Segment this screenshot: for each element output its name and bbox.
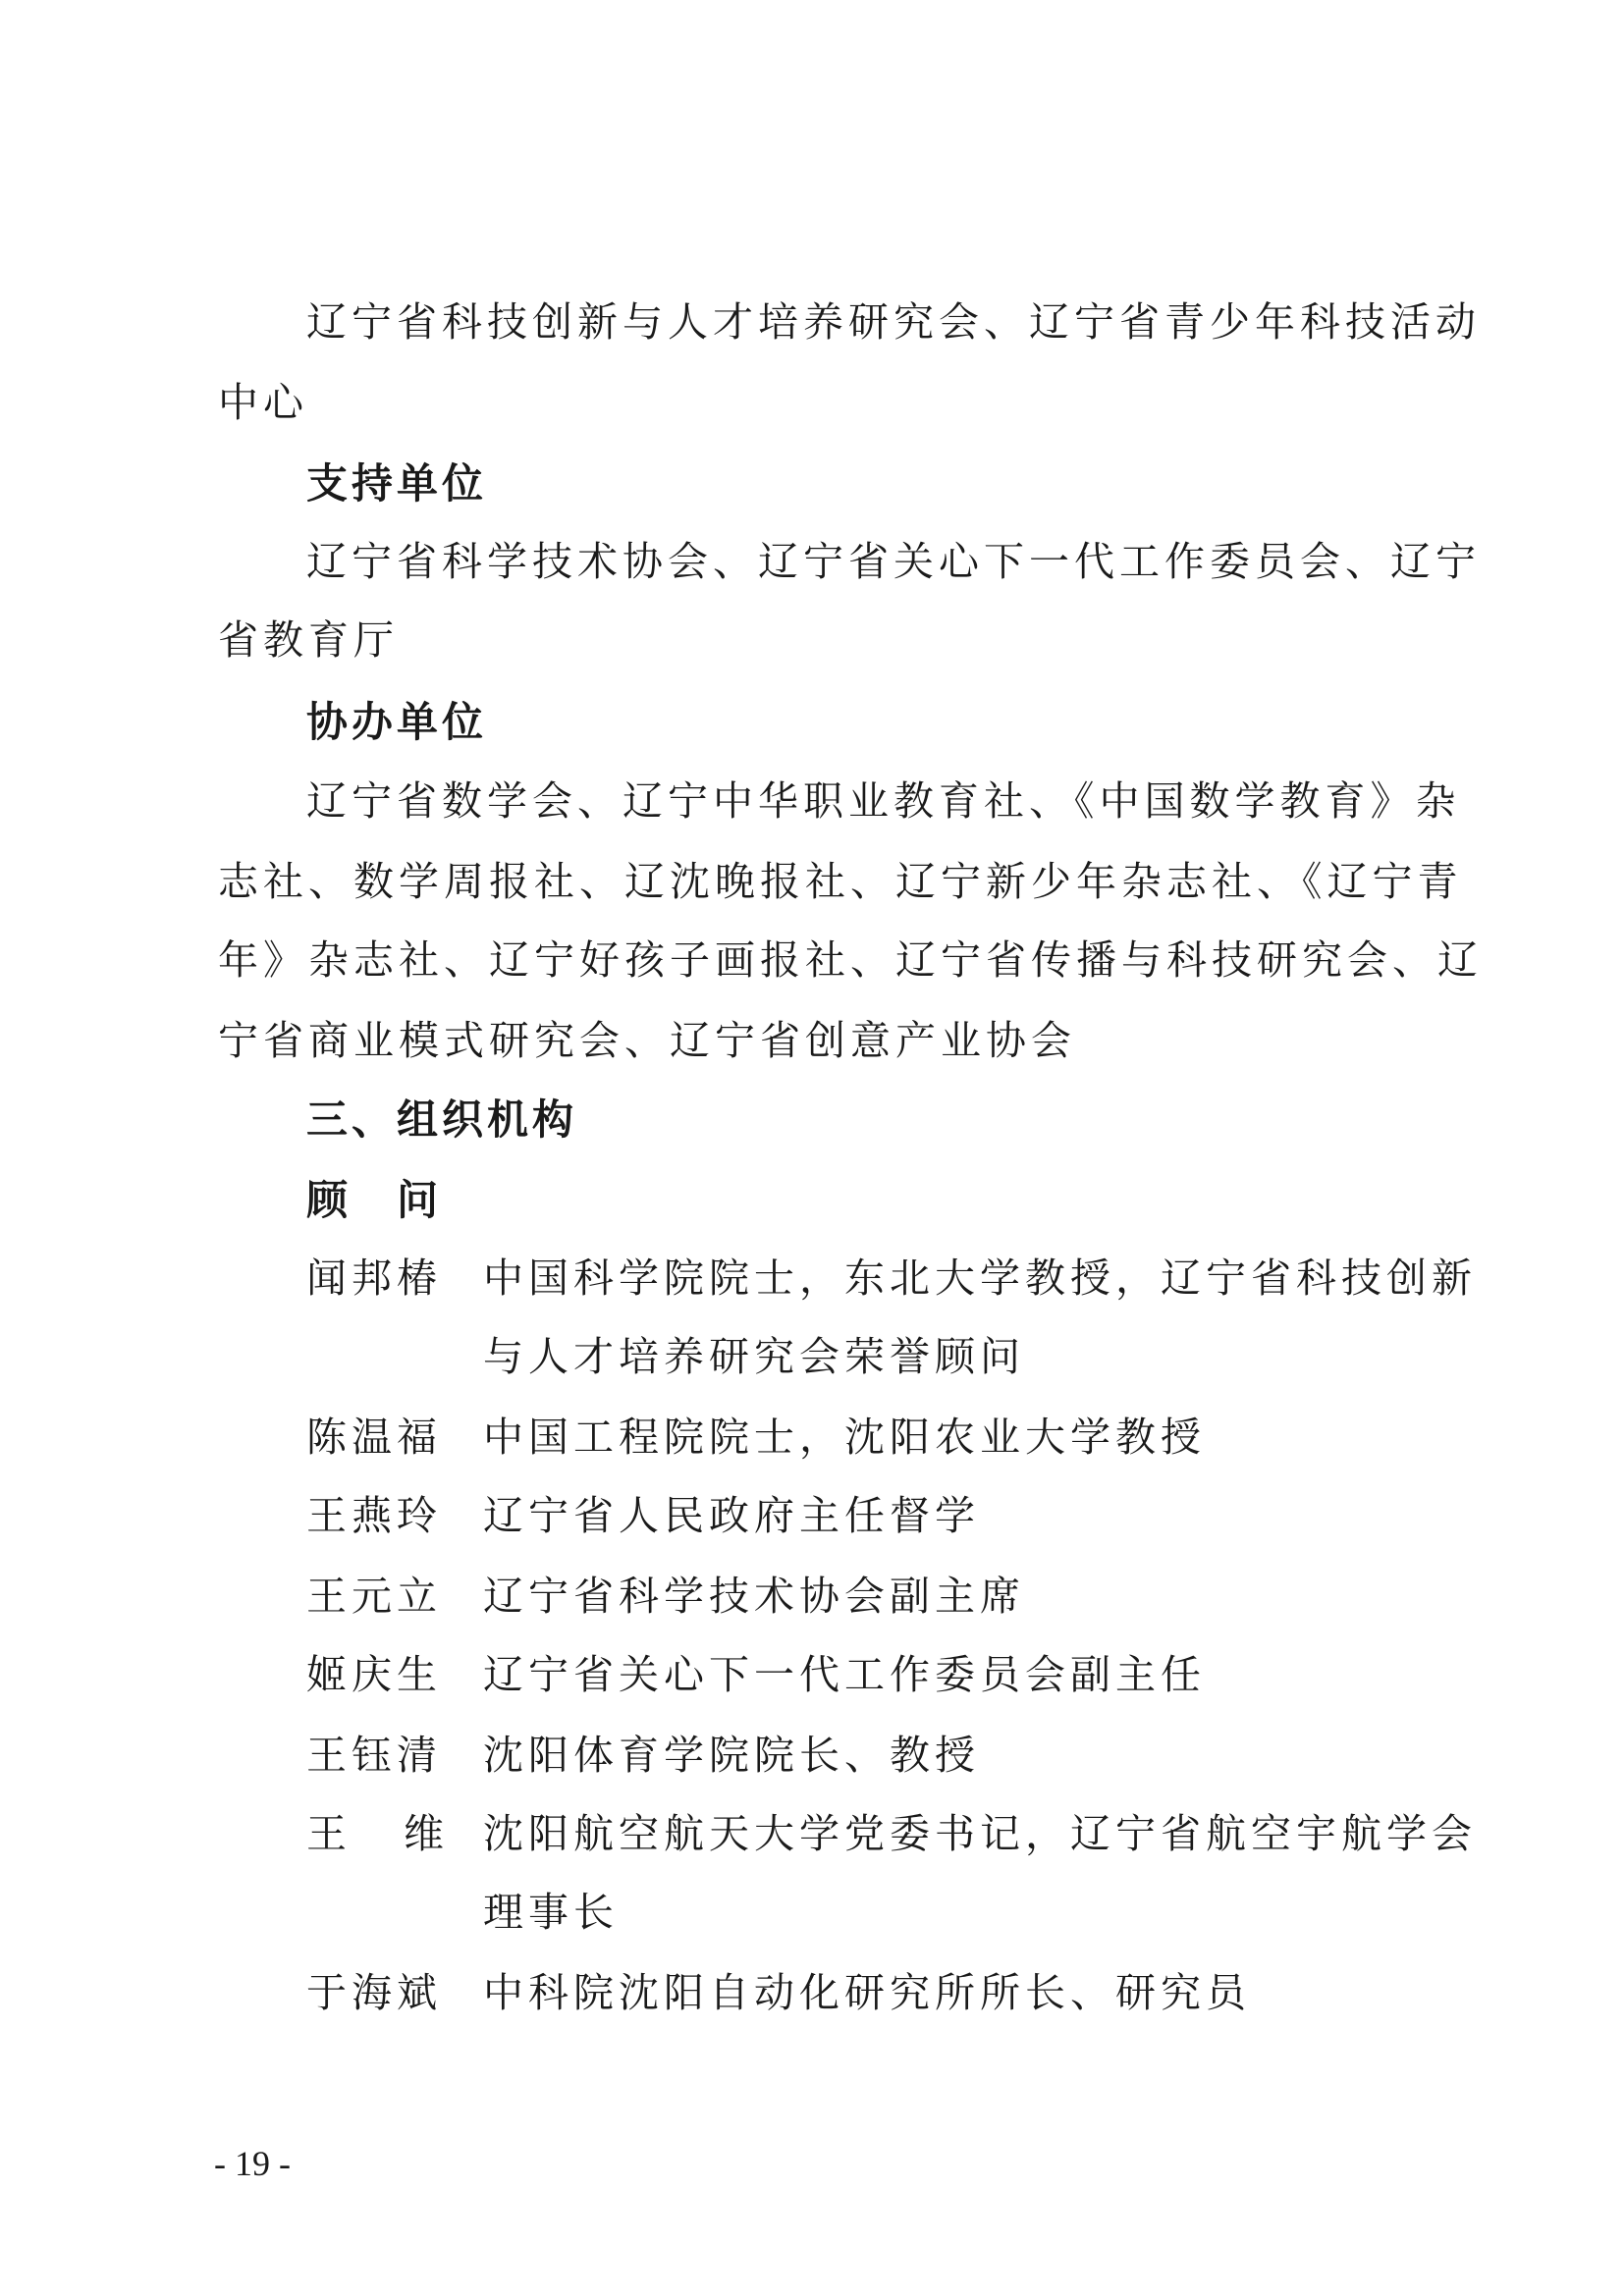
advisor-name: 于海斌 [306,1969,442,2016]
advisor-desc: 中国科学院院士，东北大学教授，辽宁省科技创新 [483,1255,1477,1302]
advisor-name: 王燕玲 [306,1492,442,1539]
advisor-desc-cont: 与人才培养研究会荣誉顾问 [483,1333,1025,1380]
advisor-name: 姬庆生 [306,1651,442,1698]
support-heading: 支持单位 [306,459,488,507]
advisor-desc: 辽宁省关心下一代工作委员会副主任 [483,1651,1206,1698]
organization-heading: 三、组织机构 [306,1095,578,1144]
coorganizer-heading: 协办单位 [306,698,488,746]
organizer-line-2: 中心 [218,379,308,426]
advisor-name: 王元立 [306,1573,442,1620]
advisor-heading: 顾 问 [306,1176,443,1224]
coorganizer-line-3: 年》杂志社、辽宁好孩子画报社、辽宁省传播与科技研究会、辽 [218,936,1483,984]
advisor-name: 王钰清 [306,1732,442,1779]
advisor-name: 闻邦椿 [306,1255,442,1302]
coorganizer-line-2: 志社、数学周报社、辽沈晚报社、辽宁新少年杂志社、《辽宁青 [218,858,1463,905]
advisor-desc: 沈阳体育学院院长、教授 [483,1732,980,1779]
coorganizer-line-1: 辽宁省数学会、辽宁中华职业教育社、《中国数学教育》杂 [306,777,1461,825]
advisor-desc-cont: 理事长 [483,1889,619,1936]
advisor-desc: 辽宁省人民政府主任督学 [483,1492,980,1539]
advisor-desc: 中科院沈阳自动化研究所所长、研究员 [483,1969,1251,2016]
coorganizer-line-4: 宁省商业模式研究会、辽宁省创意产业协会 [218,1017,1076,1064]
page-number: - 19 - [214,2144,291,2183]
support-line-2: 省教育厅 [218,616,399,664]
organizer-line-1: 辽宁省科技创新与人才培养研究会、辽宁省青少年科技活动 [306,298,1481,346]
advisor-name: 王维 [306,1810,501,1857]
advisor-name: 陈温福 [306,1414,442,1461]
support-line-1: 辽宁省科学技术协会、辽宁省关心下一代工作委员会、辽宁 [306,538,1481,585]
advisor-desc: 沈阳航空航天大学党委书记，辽宁省航空宇航学会 [483,1810,1477,1857]
advisor-desc: 中国工程院院士，沈阳农业大学教授 [483,1414,1206,1461]
advisor-desc: 辽宁省科学技术协会副主席 [483,1573,1025,1620]
